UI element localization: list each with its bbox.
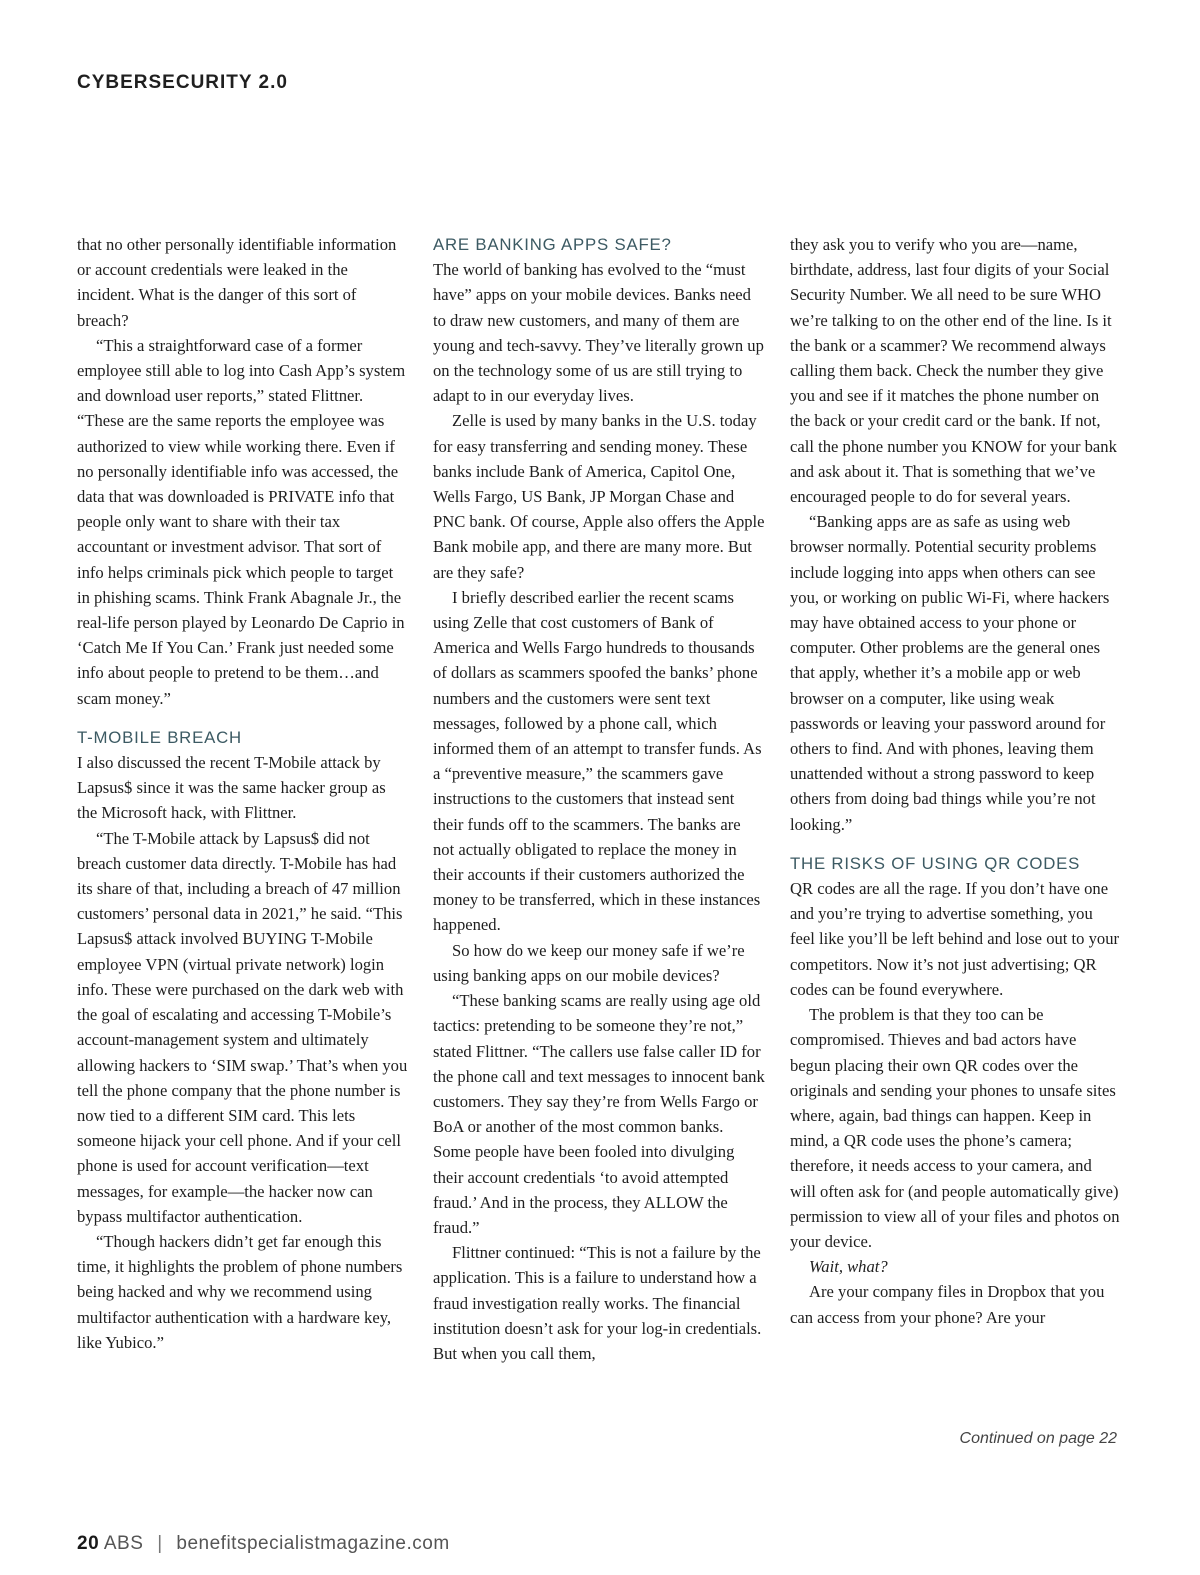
- paragraph: they ask you to verify who you are—name, birthdate, address, last four digits of your Social Security Number. We all need to be sure WHO we’re talking to on the other end of the line. Is it the bank or a scammer? We recommend always calling them back. Check the number they give you and see if it matches the phone number on the back or your credit card or the bank. If not, call the phone number you KNOW for your bank and ask about it. That is something that we’ve encouraged people to do for several years.: [790, 235, 1117, 507]
- paragraph: “This a straightforward case of a former employee still able to log into Cash App’s system and download user reports,” stated Flittner. “These are the same reports the employee was authorized to view while working there. Even if no personally identifiable info was accessed, the data that was downloaded is PRIVATE info that people only want to share with their tax accountant or investment advisor. That sort of info helps criminals pick which people to target in phishing scams. Think Frank Abagnale Jr., the real-life person played by Leonardo De Caprio in ‘Catch Me If You Can.’ Frank just needed some info about people to pretend to be them…and scam money.”: [77, 335, 406, 708]
- paragraph: The world of banking has evolved to the “must have” apps on your mobile devices. Banks need to draw new customers, and many of them are young and tech-savvy. They’ve literally grown up on the technology some of us are still trying to adapt to in our everyday lives.: [433, 260, 764, 406]
- italic-text: Wait, what?: [809, 1257, 888, 1277]
- paragraph: So how do we keep our money safe if we’re using banking apps on our mobile devices?: [433, 940, 745, 985]
- paragraph: I briefly described earlier the recent scams using Zelle that cost customers of Bank of America and Wells Fargo hundreds to thousands of dollars as scammers spoofed the banks’ phone numbers and the customers were sent text messages, followed by a phone call, which informed them of an attempt to transfer funds. As a “preventive measure,” the scammers gave instructions to the customers that instead sent their funds off to the scammers. The banks are not actually obligated to replace the money in their accounts if their customers authorized the money to be transferred, which in these instances happened.: [433, 587, 762, 935]
- page-number: 20: [77, 1533, 100, 1554]
- paragraph: I also discussed the recent T-Mobile attack by Lapsus$ since it was the same hacker group as the Microsoft hack, with Flittner.: [77, 753, 386, 823]
- italic-aside: [790, 1254, 1120, 1279]
- section-heading-tmobile: T-MOBILE BREACH: [77, 727, 242, 747]
- paragraph: “Banking apps are as safe as using web browser normally. Potential security problems include logging into apps when others can see you, or working on public Wi-Fi, where hackers may have obtained access to your phone or computer. Other problems are the general ones that apply, whether it’s a mobile app or web browser on a computer, like using weak passwords or leaving your password around for others to find. And with phones, leaving them unattended without a strong password to keep others from doing bad things while you’re not looking.”: [790, 512, 1110, 834]
- column-1: [77, 232, 409, 1355]
- website-url: benefitspecialistmagazine.com: [176, 1533, 450, 1554]
- footer-separator: |: [157, 1533, 163, 1554]
- paragraph: Zelle is used by many banks in the U.S. today for easy transferring and sending money. These banks include Bank of America, Capitol One, Wells Fargo, US Bank, JP Morgan Chase and PNC bank. Of course, Apple also offers the Apple Bank mobile app, and there are many more. But are they safe?: [433, 411, 765, 582]
- paragraph: “The T-Mobile attack by Lapsus$ did not breach customer data directly. T-Mobile has had its share of that, including a breach of 47 million customers’ personal data in 2021,” he said. “This Lapsus$ attack involved BUYING T-Mobile employee VPN (virtual private network) login info. These were purchased on the dark web with the goal of escalating and accessing T-Mobile’s account-management system and ultimately allowing hackers to ‘SIM swap.’ That’s when you tell the phone company that the phone number is now tied to a different SIM card. This lets someone hijack your cell phone. And if your cell phone is used for account verification—text messages, for example—the hacker now can bypass multifactor authentication.: [77, 828, 408, 1226]
- continued-note: Continued on page 22: [959, 1430, 1117, 1447]
- section-heading-qr-codes: THE RISKS OF USING QR CODES: [790, 853, 1081, 873]
- paragraph: “Though hackers didn’t get far enough this time, it highlights the problem of phone numbers being hacked and why we recommend using multifactor authentication with a hardware key, like Yubico.”: [77, 1231, 403, 1352]
- magazine-name: ABS: [103, 1533, 144, 1554]
- paragraph: QR codes are all the rage. If you don’t have one and you’re trying to advertise something, you feel like you’ll be left behind and lose out to your competitors. Now it’s not just advertising; QR codes can be found everywhere.: [790, 879, 1120, 999]
- paragraph: The problem is that they too can be compromised. Thieves and bad actors have begun placing their own QR codes over the originals and sending your phones to unsafe sites where, again, bad things can happen. Keep in mind, a QR code uses the phone’s camera; therefore, it needs access to your camera, and will often ask for (and people automatically give) permission to view all of your files and photos on your device.: [790, 1005, 1120, 1251]
- column-2: [433, 232, 765, 1366]
- page-footer: [77, 1533, 450, 1555]
- section-heading-banking: ARE BANKING APPS SAFE?: [433, 235, 672, 254]
- paragraph: that no other personally identifiable information or account credentials were leaked in the incident. What is the danger of this sort of breach?: [77, 235, 397, 330]
- paragraph: Are your company files in Dropbox that you can access from your phone? Are your: [790, 1282, 1105, 1327]
- column-3: [790, 232, 1120, 1330]
- paragraph: Flittner continued: “This is not a failure by the application. This is a failure to understand how a fraud investigation really works. The financial institution doesn’t ask for your log-in credentials. But when you call them,: [433, 1243, 762, 1363]
- running-head: CYBERSECURITY 2.0: [77, 72, 288, 93]
- paragraph: “These banking scams are really using age old tactics: pretending to be someone they’re not,” stated Flittner. “The callers use false caller ID for the phone call and text messages to innocent bank customers. They say they’re from Wells Fargo or BoA or another of the most common banks. Some people have been fooled into divulging their account credentials ‘to avoid attempted fraud.’ And in the process, they ALLOW the fraud.”: [433, 991, 765, 1237]
